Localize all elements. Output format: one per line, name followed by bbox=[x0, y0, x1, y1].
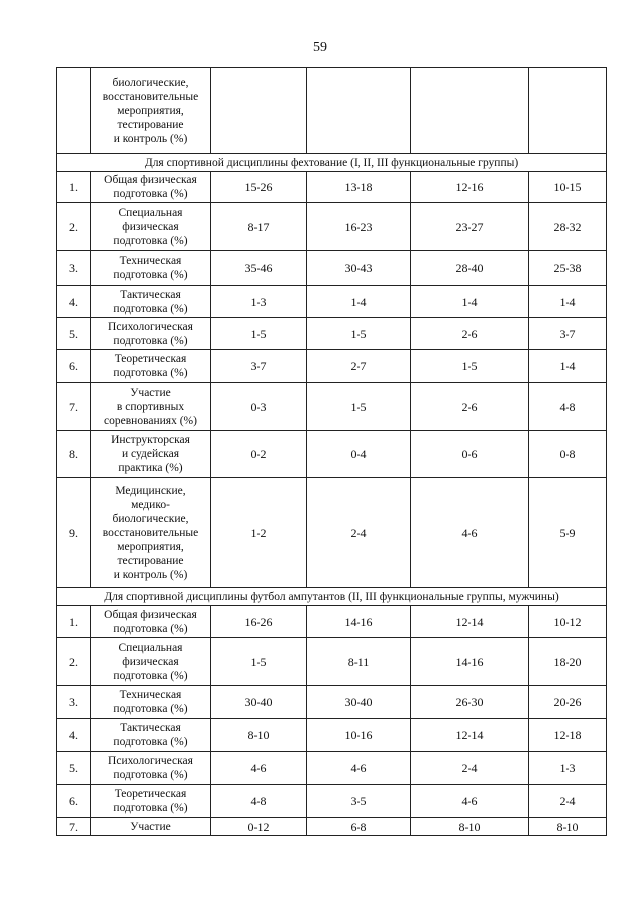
value-cell: 1-4 bbox=[529, 286, 607, 318]
table-body bbox=[57, 68, 607, 836]
row-number: 1. bbox=[57, 606, 91, 638]
row-name: Тактическая подготовка (%) bbox=[91, 286, 211, 318]
table-row bbox=[57, 606, 607, 638]
value-cell: 4-8 bbox=[211, 785, 307, 818]
value-cell: 8-10 bbox=[529, 818, 607, 836]
table-row bbox=[57, 638, 607, 686]
value-cell: 1-3 bbox=[529, 752, 607, 785]
value-cell: 6-8 bbox=[307, 818, 411, 836]
section-header-row bbox=[57, 588, 607, 606]
value-cell: 2-4 bbox=[307, 478, 411, 588]
value-cell: 1-4 bbox=[529, 350, 607, 383]
value-cell bbox=[307, 68, 411, 154]
value-cell: 0-6 bbox=[411, 431, 529, 478]
value-cell: 1-5 bbox=[307, 383, 411, 431]
value-cell: 12-18 bbox=[529, 719, 607, 752]
value-cell bbox=[211, 68, 307, 154]
value-cell: 12-16 bbox=[411, 172, 529, 203]
value-cell: 26-30 bbox=[411, 686, 529, 719]
row-number: 4. bbox=[57, 286, 91, 318]
value-cell: 1-4 bbox=[307, 286, 411, 318]
row-name: Общая физическая подготовка (%) bbox=[91, 172, 211, 203]
row-name: Участие bbox=[91, 818, 211, 836]
table-row bbox=[57, 431, 607, 478]
table-row bbox=[57, 203, 607, 251]
value-cell: 1-2 bbox=[211, 478, 307, 588]
value-cell bbox=[411, 68, 529, 154]
table-row bbox=[57, 350, 607, 383]
row-name: Участие в спортивных соревнованиях (%) bbox=[91, 383, 211, 431]
value-cell: 4-6 bbox=[211, 752, 307, 785]
value-cell: 23-27 bbox=[411, 203, 529, 251]
value-cell: 13-18 bbox=[307, 172, 411, 203]
row-number: 6. bbox=[57, 350, 91, 383]
row-name: Специальная физическая подготовка (%) bbox=[91, 203, 211, 251]
section-title: Для спортивной дисциплины футбол ампутантов (II, III функциональные группы, мужчины) bbox=[57, 588, 607, 606]
value-cell: 14-16 bbox=[411, 638, 529, 686]
row-name: Специальная физическая подготовка (%) bbox=[91, 638, 211, 686]
row-number: 3. bbox=[57, 251, 91, 286]
row-name: Психологическая подготовка (%) bbox=[91, 752, 211, 785]
value-cell: 2-6 bbox=[411, 383, 529, 431]
table-row bbox=[57, 686, 607, 719]
value-cell: 0-3 bbox=[211, 383, 307, 431]
row-number: 7. bbox=[57, 383, 91, 431]
value-cell: 28-40 bbox=[411, 251, 529, 286]
value-cell: 0-4 bbox=[307, 431, 411, 478]
value-cell: 8-11 bbox=[307, 638, 411, 686]
value-cell: 16-26 bbox=[211, 606, 307, 638]
row-number: 2. bbox=[57, 638, 91, 686]
value-cell: 3-7 bbox=[211, 350, 307, 383]
value-cell: 30-43 bbox=[307, 251, 411, 286]
row-number: 9. bbox=[57, 478, 91, 588]
row-number: 5. bbox=[57, 318, 91, 350]
table-row bbox=[57, 719, 607, 752]
value-cell: 1-4 bbox=[411, 286, 529, 318]
value-cell: 2-6 bbox=[411, 318, 529, 350]
value-cell: 10-16 bbox=[307, 719, 411, 752]
value-cell: 14-16 bbox=[307, 606, 411, 638]
value-cell: 1-5 bbox=[411, 350, 529, 383]
table-row bbox=[57, 478, 607, 588]
value-cell: 8-17 bbox=[211, 203, 307, 251]
page-number: 59 bbox=[313, 40, 327, 55]
row-name: Тактическая подготовка (%) bbox=[91, 719, 211, 752]
value-cell: 15-26 bbox=[211, 172, 307, 203]
table-row bbox=[57, 251, 607, 286]
value-cell: 4-8 bbox=[529, 383, 607, 431]
value-cell: 4-6 bbox=[411, 785, 529, 818]
value-cell: 2-4 bbox=[529, 785, 607, 818]
table-row bbox=[57, 318, 607, 350]
table-row bbox=[57, 172, 607, 203]
row-name: Психологическая подготовка (%) bbox=[91, 318, 211, 350]
value-cell: 1-5 bbox=[211, 318, 307, 350]
row-name: Теоретическая подготовка (%) bbox=[91, 785, 211, 818]
table-row bbox=[57, 286, 607, 318]
value-cell: 4-6 bbox=[411, 478, 529, 588]
value-cell: 3-5 bbox=[307, 785, 411, 818]
value-cell: 30-40 bbox=[211, 686, 307, 719]
value-cell: 5-9 bbox=[529, 478, 607, 588]
value-cell: 0-12 bbox=[211, 818, 307, 836]
value-cell: 16-23 bbox=[307, 203, 411, 251]
value-cell: 2-4 bbox=[411, 752, 529, 785]
value-cell bbox=[529, 68, 607, 154]
value-cell: 10-15 bbox=[529, 172, 607, 203]
value-cell: 10-12 bbox=[529, 606, 607, 638]
row-name-cell: биологические, восстановительные мероприятия, тестирование и контроль (%) bbox=[91, 68, 211, 154]
row-number: 2. bbox=[57, 203, 91, 251]
row-name: Техническая подготовка (%) bbox=[91, 251, 211, 286]
value-cell: 20-26 bbox=[529, 686, 607, 719]
row-number: 3. bbox=[57, 686, 91, 719]
table-row bbox=[57, 752, 607, 785]
table-row bbox=[57, 383, 607, 431]
value-cell: 0-2 bbox=[211, 431, 307, 478]
table-row-continuation bbox=[57, 68, 607, 154]
value-cell: 1-3 bbox=[211, 286, 307, 318]
row-number: 4. bbox=[57, 719, 91, 752]
value-cell: 12-14 bbox=[411, 606, 529, 638]
value-cell: 8-10 bbox=[411, 818, 529, 836]
value-cell: 2-7 bbox=[307, 350, 411, 383]
row-number: 7. bbox=[57, 818, 91, 836]
row-name: Инструкторская и судейская практика (%) bbox=[91, 431, 211, 478]
row-name: Медицинские, медико- биологические, восстановительные мероприятия, тестирование и контроль (%) bbox=[91, 478, 211, 588]
value-cell: 0-8 bbox=[529, 431, 607, 478]
table-row bbox=[57, 785, 607, 818]
value-cell: 3-7 bbox=[529, 318, 607, 350]
value-cell: 8-10 bbox=[211, 719, 307, 752]
value-cell: 30-40 bbox=[307, 686, 411, 719]
value-cell: 18-20 bbox=[529, 638, 607, 686]
row-name: Техническая подготовка (%) bbox=[91, 686, 211, 719]
row-number: 5. bbox=[57, 752, 91, 785]
training-ratio-table bbox=[56, 67, 607, 836]
value-cell: 1-5 bbox=[211, 638, 307, 686]
value-cell: 12-14 bbox=[411, 719, 529, 752]
row-name: Теоретическая подготовка (%) bbox=[91, 350, 211, 383]
value-cell: 28-32 bbox=[529, 203, 607, 251]
row-number: 6. bbox=[57, 785, 91, 818]
row-number: 8. bbox=[57, 431, 91, 478]
value-cell: 35-46 bbox=[211, 251, 307, 286]
row-number: 1. bbox=[57, 172, 91, 203]
row-name: Общая физическая подготовка (%) bbox=[91, 606, 211, 638]
row-number-cell bbox=[57, 68, 91, 154]
section-title: Для спортивной дисциплины фехтование (I, II, III функциональные группы) bbox=[57, 154, 607, 172]
value-cell: 1-5 bbox=[307, 318, 411, 350]
section-header-row bbox=[57, 154, 607, 172]
value-cell: 4-6 bbox=[307, 752, 411, 785]
table-row bbox=[57, 818, 607, 836]
value-cell: 25-38 bbox=[529, 251, 607, 286]
